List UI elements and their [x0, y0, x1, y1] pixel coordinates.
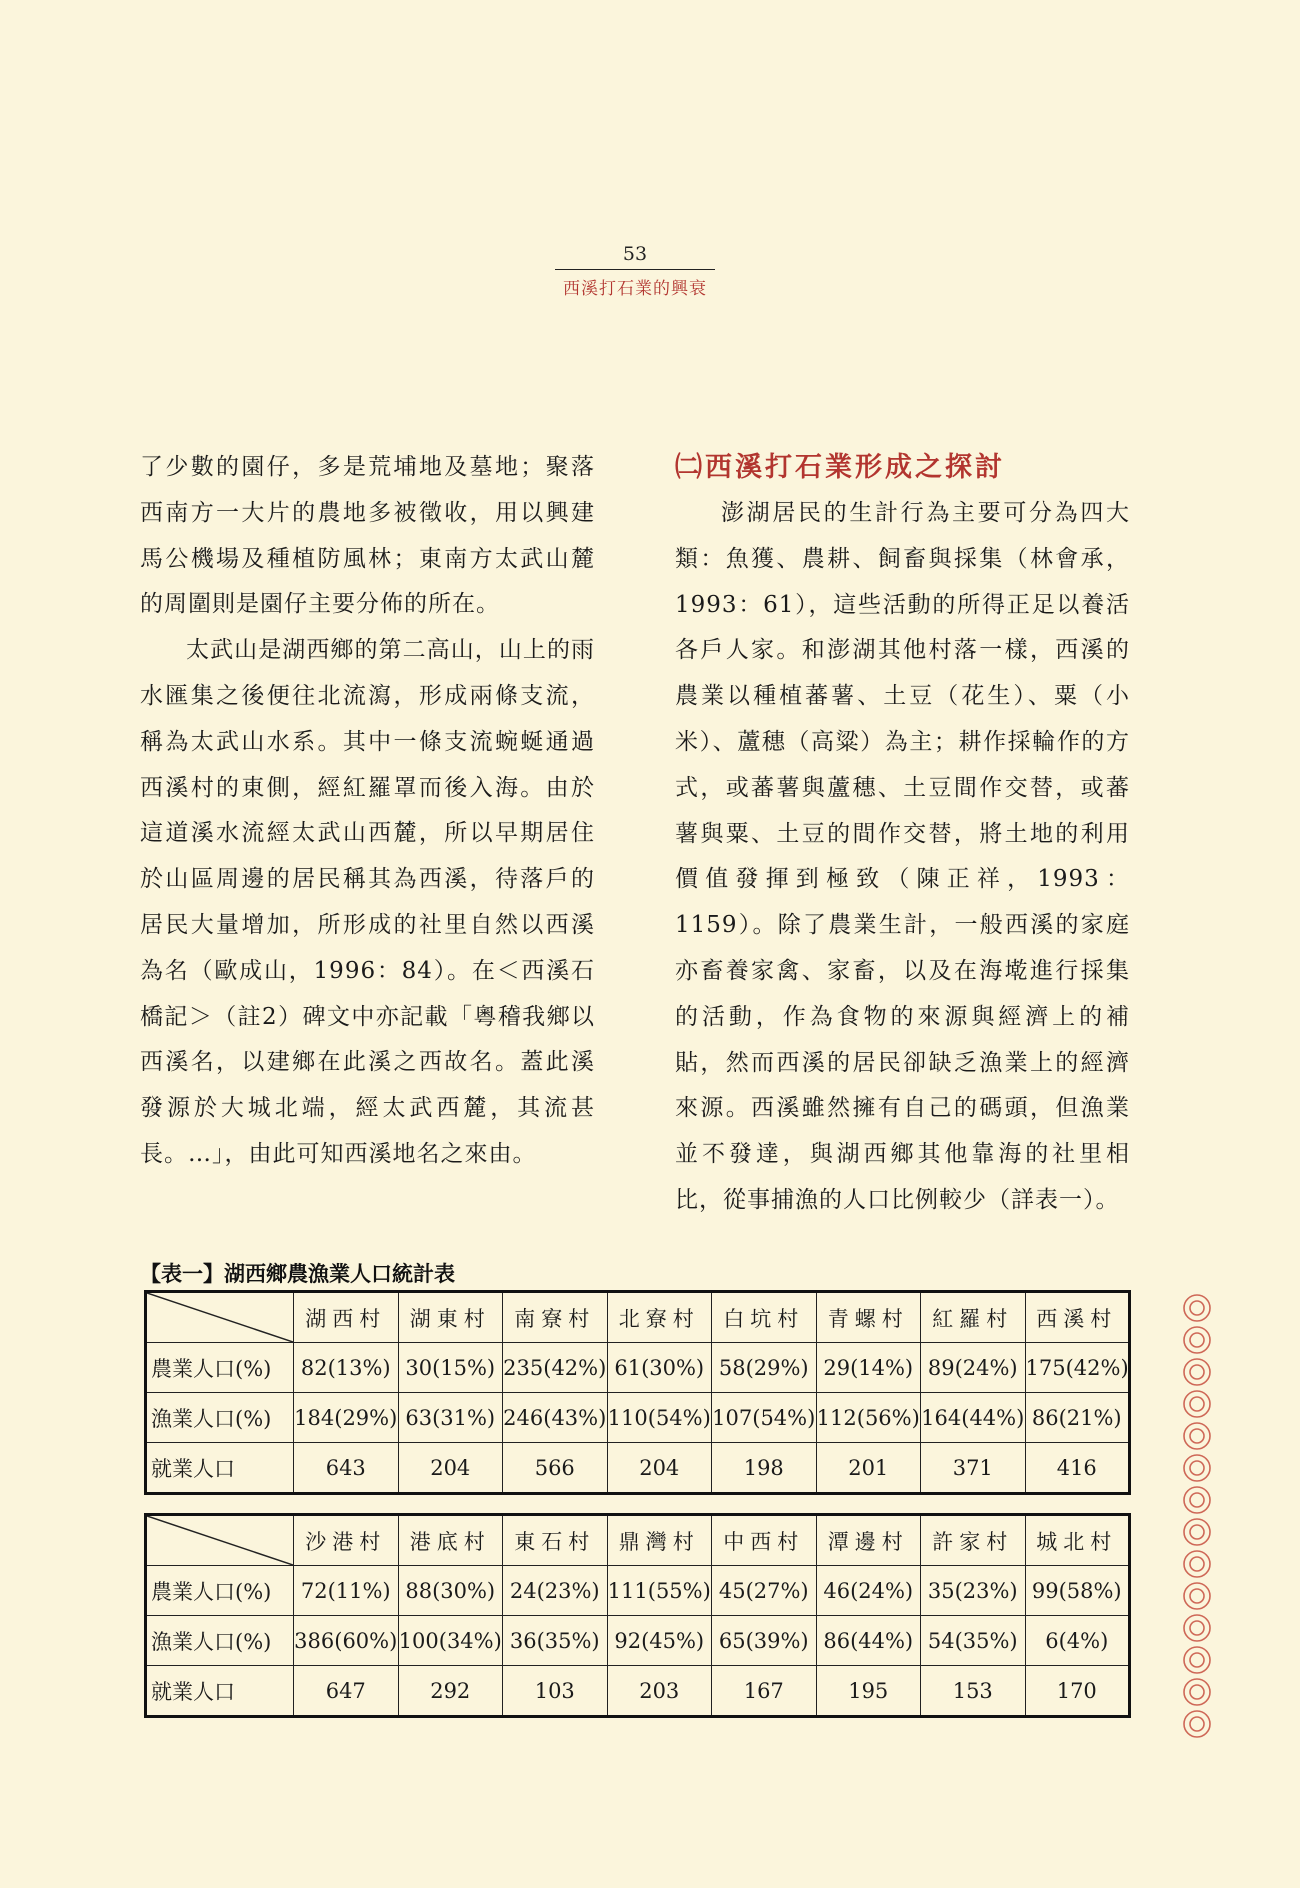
table-header-row [146, 1292, 1130, 1343]
population-table-1 [144, 1290, 1131, 1495]
village-header: 沙港村 [294, 1515, 399, 1566]
table-cell: 111(55%) [607, 1566, 712, 1616]
table-cell: 103 [503, 1666, 608, 1717]
table-row [146, 1566, 1130, 1616]
table-cell: 89(24%) [921, 1343, 1026, 1393]
table-cell: 371 [921, 1443, 1026, 1494]
village-header: 北寮村 [607, 1292, 712, 1343]
table-corner-cell [146, 1292, 294, 1343]
paragraph: 澎湖居民的生計行為主要可分為四大類：魚獲、農耕、飼畜與採集（林會承，1993：61），這些活動的所得正足以養活各戶人家。和澎湖其他村落一樣，西溪的農業以種植蕃薯、土豆（花生）、粟（小米）、蘆穗（高粱）為主；耕作採輪作的方式，或蕃薯與蘆穗、土豆間作交替，或蕃薯與粟、土豆的間作交替，將土地的利用價值發揮到極致（陳正祥，1993：1159）。除了農業生計，一般西溪的家庭亦畜養家禽、家畜，以及在海墘進行採集的活動，作為食物的來源與經濟上的補貼，然而西溪的居民卻缺乏漁業上的經濟來源。西溪雖然擁有自己的碼頭，但漁業並不發達，與湖西鄉其他靠海的社里相比，從事捕漁的人口比例較少（詳表一）。 [675, 500, 1130, 1213]
table-cell: 175(42%) [1025, 1343, 1130, 1393]
table-cell: 99(58%) [1025, 1566, 1130, 1616]
diagonal-line [147, 1516, 293, 1565]
row-label: 農業人口(%) [146, 1566, 294, 1616]
paragraph: 太武山是湖西鄉的第二高山，山上的雨水匯集之後便往北流瀉，形成兩條支流，稱為太武山水系。其中一條支流蜿蜒通過西溪村的東側，經紅羅罩而後入海。由於這道溪水流經太武山西麓，所以早期居住於山區周邊的居民稱其為西溪，待落戶的居民大量增加，所形成的社里自然以西溪為名（歐成山，1996：84）。在＜西溪石橋記＞（註2）碑文中亦記載「粵稽我鄉以西溪名，以建鄉在此溪之西故名。蓋此溪發源於大城北端，經太武西麓，其流甚長。…」，由此可知西溪地名之來由。 [140, 637, 595, 1167]
table-cell: 61(30%) [607, 1343, 712, 1393]
table-row [146, 1343, 1130, 1393]
table-row [146, 1393, 1130, 1443]
paragraph: 了少數的園仔，多是荒埔地及墓地；聚落西南方一大片的農地多被徵收，用以興建馬公機場及種植防風林；東南方太武山麓的周圍則是園仔主要分佈的所在。 [140, 454, 595, 618]
table-cell: 35(23%) [921, 1566, 1026, 1616]
table-cell: 6(4%) [1025, 1616, 1130, 1666]
village-header: 東石村 [503, 1515, 608, 1566]
village-header: 紅羅村 [921, 1292, 1026, 1343]
table-cell: 63(31%) [398, 1393, 503, 1443]
table-cell: 72(11%) [294, 1566, 399, 1616]
village-header: 潭邊村 [816, 1515, 921, 1566]
village-header: 中西村 [712, 1515, 817, 1566]
village-header: 港底村 [398, 1515, 503, 1566]
diagonal-line [147, 1293, 293, 1342]
table-cell: 58(29%) [712, 1343, 817, 1393]
table-cell: 204 [398, 1443, 503, 1494]
table-cell: 153 [921, 1666, 1026, 1717]
table-cell: 100(34%) [398, 1616, 503, 1666]
decorative-seal-border-icon [1180, 1290, 1214, 1750]
table-cell: 112(56%) [816, 1393, 921, 1443]
village-header: 湖西村 [294, 1292, 399, 1343]
table-cell: 416 [1025, 1443, 1130, 1494]
table-cell: 164(44%) [921, 1393, 1026, 1443]
village-header: 城北村 [1025, 1515, 1130, 1566]
table-cell: 195 [816, 1666, 921, 1717]
population-table-2 [144, 1513, 1131, 1718]
row-label: 農業人口(%) [146, 1343, 294, 1393]
header-rule [555, 269, 715, 270]
table-cell: 46(24%) [816, 1566, 921, 1616]
table-caption: 【表一】湖西鄉農漁業人口統計表 [140, 1262, 455, 1286]
row-label: 漁業人口(%) [146, 1393, 294, 1443]
table-cell: 292 [398, 1666, 503, 1717]
page-number: 53 [622, 243, 648, 265]
running-title: 西溪打石業的興衰 [563, 279, 707, 299]
table-cell: 204 [607, 1443, 712, 1494]
left-text-column [140, 445, 595, 1178]
village-header: 白坑村 [712, 1292, 817, 1343]
table-cell: 82(13%) [294, 1343, 399, 1393]
table-cell: 24(23%) [503, 1566, 608, 1616]
table-header-row [146, 1515, 1130, 1566]
table-cell: 167 [712, 1666, 817, 1717]
table-row [146, 1666, 1130, 1717]
section-heading: ㈡西溪打石業形成之探討 [675, 452, 1005, 483]
table-cell: 643 [294, 1443, 399, 1494]
village-header: 西溪村 [1025, 1292, 1130, 1343]
table-cell: 86(21%) [1025, 1393, 1130, 1443]
village-header: 鼎灣村 [607, 1515, 712, 1566]
village-header: 青螺村 [816, 1292, 921, 1343]
table-cell: 386(60%) [294, 1616, 399, 1666]
table-cell: 201 [816, 1443, 921, 1494]
row-label: 漁業人口(%) [146, 1616, 294, 1666]
table-cell: 110(54%) [607, 1393, 712, 1443]
table-cell: 184(29%) [294, 1393, 399, 1443]
row-label: 就業人口 [146, 1666, 294, 1717]
table-row [146, 1443, 1130, 1494]
table-cell: 235(42%) [503, 1343, 608, 1393]
table-cell: 30(15%) [398, 1343, 503, 1393]
table-cell: 246(43%) [503, 1393, 608, 1443]
table-cell: 45(27%) [712, 1566, 817, 1616]
table-cell: 92(45%) [607, 1616, 712, 1666]
table-cell: 203 [607, 1666, 712, 1717]
table-cell: 65(39%) [712, 1616, 817, 1666]
table-cell: 647 [294, 1666, 399, 1717]
table-cell: 198 [712, 1443, 817, 1494]
table-cell: 54(35%) [921, 1616, 1026, 1666]
table-cell: 36(35%) [503, 1616, 608, 1666]
table-corner-cell [146, 1515, 294, 1566]
table-cell: 86(44%) [816, 1616, 921, 1666]
village-header: 南寮村 [503, 1292, 608, 1343]
village-header: 許家村 [921, 1515, 1026, 1566]
table-cell: 170 [1025, 1666, 1130, 1717]
row-label: 就業人口 [146, 1443, 294, 1494]
page-header [555, 242, 715, 299]
right-text-column [675, 445, 1130, 1224]
table-cell: 107(54%) [712, 1393, 817, 1443]
village-header: 湖東村 [398, 1292, 503, 1343]
table-cell: 88(30%) [398, 1566, 503, 1616]
table-row [146, 1616, 1130, 1666]
table-cell: 566 [503, 1443, 608, 1494]
table-cell: 29(14%) [816, 1343, 921, 1393]
